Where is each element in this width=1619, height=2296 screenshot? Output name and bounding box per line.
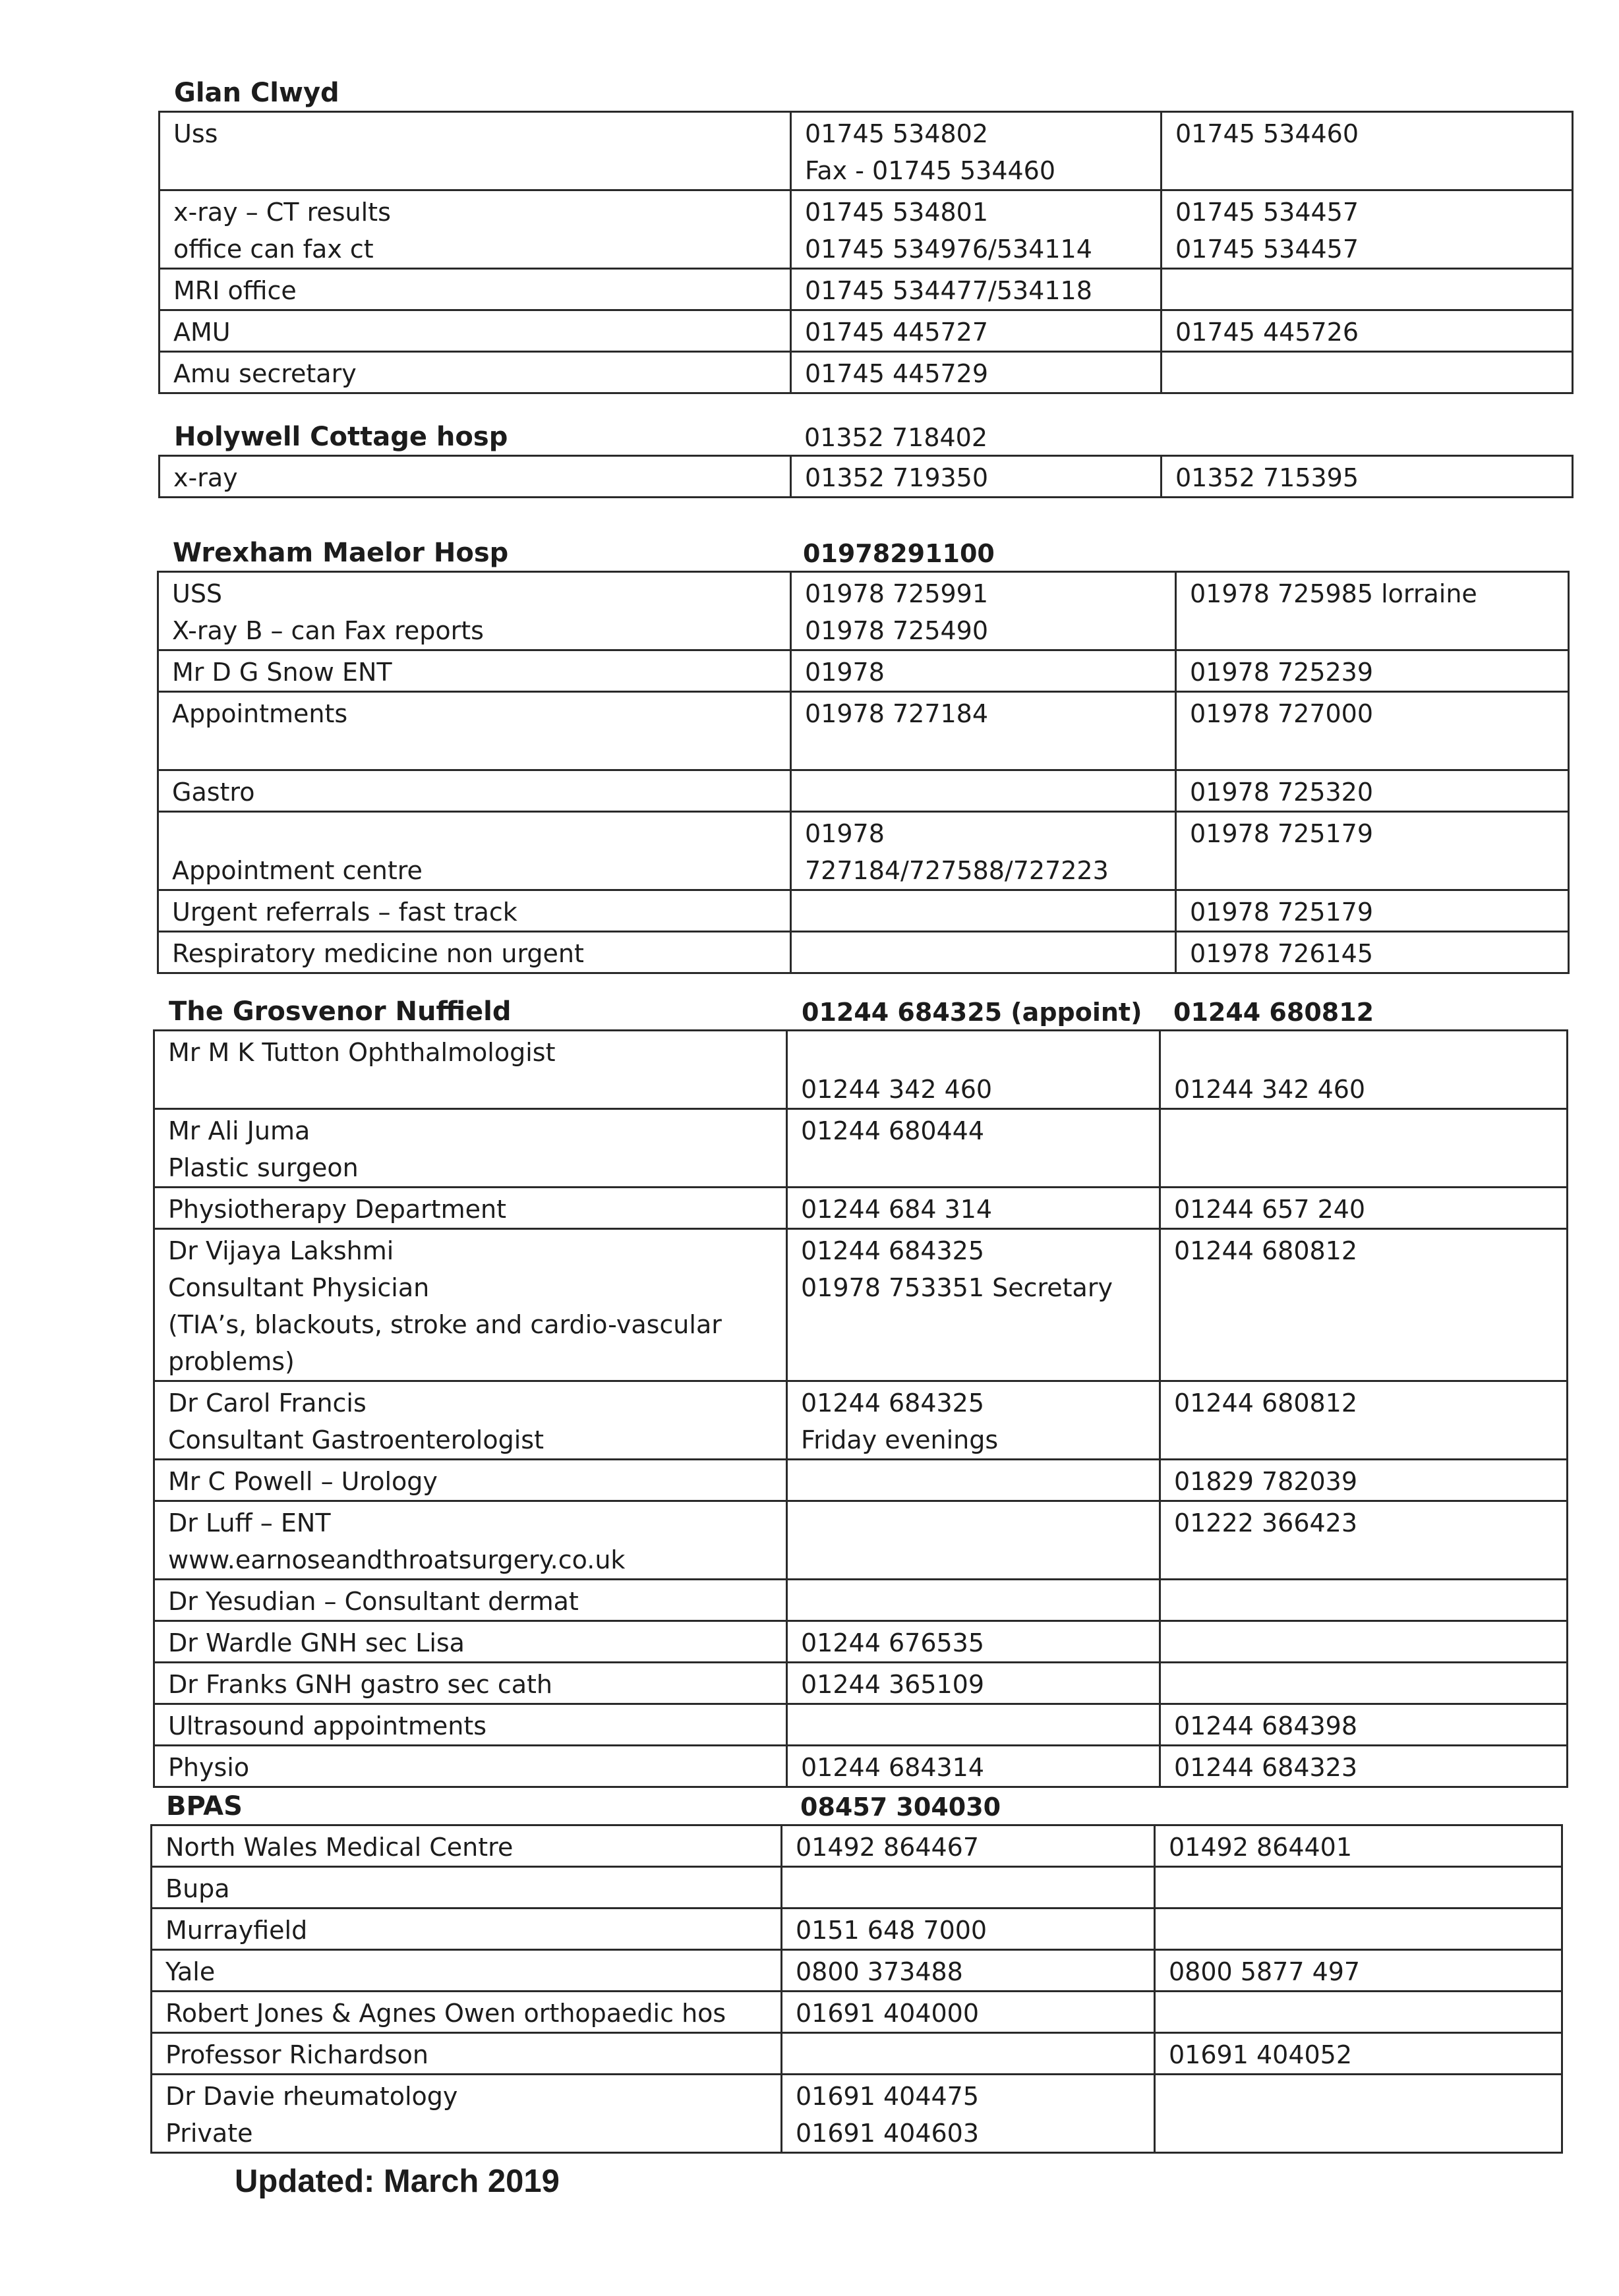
cell-line: [796, 1870, 1140, 1907]
table-row: [152, 1950, 1562, 1992]
cell-line: 01978: [805, 819, 885, 848]
fax-cell: [1162, 310, 1573, 352]
cell-line: Mr M K Tutton Ophthalmologist: [168, 1038, 556, 1067]
fax-cell: [1155, 1867, 1562, 1909]
cell-line: 01244 680812: [1174, 1389, 1358, 1418]
fax-cell: [1162, 112, 1573, 190]
section-title: Holywell Cottage hosp: [174, 422, 508, 452]
fax-cell: [1160, 1501, 1568, 1580]
fax-cell: [1162, 456, 1573, 498]
entry-name-cell: [154, 1663, 787, 1704]
cell-line: [168, 1071, 773, 1108]
cell-line: [805, 774, 1162, 811]
section-bpas: [150, 1787, 1563, 2154]
fax-cell: [1160, 1460, 1568, 1501]
entry-name-cell: [160, 190, 791, 269]
fax-cell: [1176, 932, 1569, 973]
phone-cell: [787, 1109, 1160, 1188]
phone-cell: [791, 269, 1162, 310]
cell-line: 01352 715395: [1175, 463, 1359, 492]
entry-name-cell: [154, 1031, 787, 1109]
cell-line: office can fax ct: [173, 235, 374, 264]
cell-line: Appointments: [172, 699, 348, 728]
entry-name-cell: [158, 572, 791, 650]
entry-name-cell: [152, 2033, 782, 2075]
cell-line: 01745 534801: [805, 198, 989, 227]
cell-line: MRI office: [173, 276, 297, 305]
table-row: [154, 1229, 1568, 1381]
table-row: [152, 1992, 1562, 2033]
entry-name-cell: [154, 1109, 787, 1188]
phone-cell: [791, 770, 1176, 812]
cell-line: [1169, 1870, 1548, 1907]
updated-date: Updated: March 2019: [235, 2164, 560, 2199]
cell-line: 01978 727184: [805, 699, 989, 728]
cell-line: [1169, 1995, 1548, 2032]
phone-cell: [791, 352, 1162, 393]
phone-cell: [787, 1229, 1160, 1381]
entry-name-cell: [160, 112, 791, 190]
phone-cell: [791, 456, 1162, 498]
phone-cell: [787, 1031, 1160, 1109]
cell-line: 01244 657 240: [1174, 1195, 1366, 1224]
table-row: [154, 1381, 1568, 1460]
section-title: Wrexham Maelor Hosp: [173, 538, 509, 568]
table-row: [158, 692, 1569, 770]
cell-line: [801, 1505, 1146, 1541]
cell-line: x-ray – CT results: [173, 198, 391, 227]
phone-cell: [787, 1188, 1160, 1229]
entry-name-cell: [154, 1746, 787, 1787]
cell-line: Murrayfield: [165, 1916, 308, 1945]
cell-line: Mr C Powell – Urology: [168, 1467, 438, 1496]
fax-cell: [1176, 890, 1569, 932]
table-row: [152, 1867, 1562, 1909]
cell-line: [801, 1463, 1146, 1500]
section-holywell-cottage-hosp: [158, 418, 1574, 498]
fax-cell: [1176, 770, 1569, 812]
cell-line: Dr Wardle GNH sec Lisa: [168, 1628, 465, 1657]
cell-line: 01244 342 460: [801, 1075, 993, 1104]
entry-name-cell: [160, 269, 791, 310]
phone-cell: [787, 1460, 1160, 1501]
cell-line: 01978 725490: [805, 616, 989, 645]
section-wrexham-maelor-hosp: [157, 534, 1570, 974]
table-row: [158, 770, 1569, 812]
phone-cell: [791, 812, 1176, 890]
table-row: [152, 2033, 1562, 2075]
table-row: [154, 1746, 1568, 1787]
phone-cell: [791, 692, 1176, 770]
cell-line: 01244 676535: [801, 1628, 985, 1657]
phone-cell: [787, 1621, 1160, 1663]
table-row: [154, 1704, 1568, 1746]
cell-line: 01745 534802: [805, 119, 989, 148]
fax-cell: [1160, 1109, 1568, 1188]
cell-line: 01244 684323: [1174, 1753, 1358, 1782]
fax-cell: [1155, 2033, 1562, 2075]
entry-name-cell: [154, 1229, 787, 1381]
cell-line: Physiotherapy Department: [168, 1195, 506, 1224]
cell-line: 01222 366423: [1174, 1508, 1358, 1537]
cell-line: 01691 404052: [1169, 2040, 1353, 2069]
entry-name-cell: [152, 1867, 782, 1909]
phone-cell: [782, 2033, 1155, 2075]
fax-cell: [1160, 1031, 1568, 1109]
cell-line: 01691 404475: [796, 2082, 980, 2111]
section-glan-clwyd: [158, 74, 1574, 394]
cell-line: (TIA’s, blackouts, stroke and cardio-vascular: [168, 1310, 722, 1339]
cell-line: www.earnoseandthroatsurgery.co.uk: [168, 1545, 626, 1574]
cell-line: 01745 445726: [1175, 318, 1359, 347]
fax-cell: [1176, 812, 1569, 890]
cell-line: 01978 725991: [805, 579, 989, 608]
cell-line: 01978 725179: [1190, 819, 1374, 848]
cell-line: Dr Carol Francis: [168, 1389, 367, 1418]
cell-line: 01691 404000: [796, 1999, 980, 2028]
section-header: [157, 534, 1570, 571]
cell-line: [1174, 1034, 1553, 1071]
contacts-table: [153, 1029, 1568, 1788]
table-row: [160, 352, 1573, 393]
cell-line: 01745 445727: [805, 318, 989, 347]
cell-line: Physio: [168, 1753, 250, 1782]
cell-line: Dr Yesudian – Consultant dermat: [168, 1587, 579, 1616]
fax-cell: [1176, 650, 1569, 692]
cell-line: 01745 534460: [1175, 119, 1359, 148]
entry-name-cell: [152, 1825, 782, 1867]
phone-cell: [787, 1704, 1160, 1746]
phone-cell: [782, 2075, 1155, 2153]
fax-cell: [1162, 190, 1573, 269]
cell-line: 0151 648 7000: [796, 1916, 987, 1945]
cell-line: Dr Vijaya Lakshmi: [168, 1236, 394, 1265]
contacts-table: [158, 455, 1574, 498]
fax-cell: [1155, 2075, 1562, 2153]
cell-line: 01978 725239: [1190, 658, 1374, 687]
cell-line: [1169, 2078, 1548, 2115]
entry-name-cell: [154, 1188, 787, 1229]
section-title: BPAS: [166, 1791, 243, 1822]
fax-cell: [1160, 1704, 1568, 1746]
section-main-number: 01352 718402: [804, 423, 988, 452]
cell-line: 01492 864467: [796, 1833, 980, 1862]
cell-line: 01244 684398: [1174, 1711, 1358, 1740]
table-row: [158, 650, 1569, 692]
phone-cell: [787, 1501, 1160, 1580]
section-main-number: 08457 304030: [800, 1793, 1001, 1822]
table-row: [158, 572, 1569, 650]
entry-name-cell: [154, 1704, 787, 1746]
entry-name-cell: [158, 650, 791, 692]
entry-name-cell: [152, 2075, 782, 2153]
entry-name-cell: [152, 1992, 782, 2033]
table-row: [154, 1031, 1568, 1109]
phone-cell: [782, 1909, 1155, 1950]
cell-line: 01745 534457: [1175, 198, 1359, 227]
fax-cell: [1155, 1825, 1562, 1867]
phone-cell: [782, 1992, 1155, 2033]
cell-line: Dr Franks GNH gastro sec cath: [168, 1670, 552, 1699]
phone-cell: [787, 1381, 1160, 1460]
cell-line: x-ray: [173, 463, 238, 492]
fax-cell: [1176, 692, 1569, 770]
table-row: [154, 1501, 1568, 1580]
entry-name-cell: [154, 1580, 787, 1621]
cell-line: 01978 725320: [1190, 778, 1374, 807]
fax-cell: [1160, 1746, 1568, 1787]
cell-line: Mr D G Snow ENT: [172, 658, 392, 687]
phone-cell: [791, 190, 1162, 269]
table-row: [154, 1460, 1568, 1501]
section-title: Glan Clwyd: [174, 78, 339, 108]
cell-line: 01244 684 314: [801, 1195, 993, 1224]
cell-line: 01978 727000: [1190, 699, 1374, 728]
table-row: [154, 1621, 1568, 1663]
table-row: [152, 2075, 1562, 2153]
cell-line: [805, 894, 1162, 931]
cell-line: Consultant Gastroenterologist: [168, 1425, 544, 1454]
cell-line: 01244 684325: [801, 1389, 985, 1418]
cell-line: 01829 782039: [1174, 1467, 1358, 1496]
table-row: [160, 310, 1573, 352]
entry-name-cell: [152, 1909, 782, 1950]
table-row: [152, 1825, 1562, 1867]
cell-line: [805, 935, 1162, 972]
cell-line: [801, 1583, 1146, 1620]
fax-cell: [1162, 269, 1573, 310]
phone-cell: [791, 572, 1176, 650]
cell-line: [1175, 355, 1558, 392]
cell-line: 01745 534976/534114: [805, 235, 1092, 264]
entry-name-cell: [158, 890, 791, 932]
phone-cell: [791, 890, 1176, 932]
entry-name-cell: [154, 1381, 787, 1460]
table-row: [154, 1663, 1568, 1704]
cell-line: Ultrasound appointments: [168, 1711, 487, 1740]
cell-line: 01352 719350: [805, 463, 989, 492]
entry-name-cell: [152, 1950, 782, 1992]
table-row: [154, 1109, 1568, 1188]
cell-line: 01492 864401: [1169, 1833, 1353, 1862]
cell-line: AMU: [173, 318, 231, 347]
fax-cell: [1155, 1909, 1562, 1950]
cell-line: [172, 815, 777, 852]
cell-line: [1169, 1912, 1548, 1949]
table-row: [154, 1580, 1568, 1621]
contacts-table: [150, 1824, 1563, 2154]
table-row: [158, 932, 1569, 973]
cell-line: Gastro: [172, 778, 255, 807]
cell-line: Respiratory medicine non urgent: [172, 939, 584, 968]
contacts-table: [157, 571, 1570, 974]
cell-line: 01978 725179: [1190, 898, 1374, 927]
section-header: [150, 1787, 1563, 1824]
contacts-table: [158, 111, 1574, 394]
cell-line: 01244 680812: [1174, 1236, 1358, 1265]
phone-cell: [787, 1663, 1160, 1704]
table-row: [154, 1188, 1568, 1229]
fax-cell: [1160, 1621, 1568, 1663]
entry-name-cell: [160, 310, 791, 352]
section-the-grosvenor-nuffield: [153, 992, 1568, 1788]
phone-cell: [782, 1950, 1155, 1992]
section-main-number: 01244 684325 (appoint): [802, 998, 1142, 1027]
cell-line: [1174, 1666, 1553, 1703]
cell-line: Friday evenings: [801, 1425, 999, 1454]
section-extra-number: 01244 680812: [1173, 998, 1374, 1027]
cell-line: 0800 373488: [796, 1957, 963, 1986]
cell-line: [1174, 1583, 1553, 1620]
cell-line: Professor Richardson: [165, 2040, 429, 2069]
entry-name-cell: [158, 692, 791, 770]
cell-line: [801, 1708, 1146, 1744]
cell-line: 01745 534477/534118: [805, 276, 1092, 305]
cell-line: USS: [172, 579, 223, 608]
cell-line: Appointment centre: [172, 856, 423, 885]
cell-line: 01244 365109: [801, 1670, 985, 1699]
fax-cell: [1160, 1580, 1568, 1621]
table-row: [160, 190, 1573, 269]
cell-line: Plastic surgeon: [168, 1153, 359, 1182]
cell-line: 01978 725985 lorraine: [1190, 579, 1477, 608]
cell-line: [796, 2036, 1140, 2073]
cell-line: [801, 1034, 1146, 1071]
cell-line: 01244 684325: [801, 1236, 985, 1265]
cell-line: Yale: [165, 1957, 216, 1986]
fax-cell: [1155, 1950, 1562, 1992]
section-main-number: 01978291100: [803, 539, 995, 568]
cell-line: Dr Luff – ENT: [168, 1508, 331, 1537]
phone-cell: [791, 310, 1162, 352]
cell-line: 01691 404603: [796, 2119, 980, 2148]
cell-line: 01978: [805, 658, 885, 687]
phone-cell: [787, 1580, 1160, 1621]
table-row: [160, 456, 1573, 498]
cell-line: North Wales Medical Centre: [165, 1833, 514, 1862]
fax-cell: [1160, 1229, 1568, 1381]
cell-line: 0800 5877 497: [1169, 1957, 1361, 1986]
phone-cell: [791, 650, 1176, 692]
entry-name-cell: [160, 352, 791, 393]
fax-cell: [1162, 352, 1573, 393]
fax-cell: [1160, 1663, 1568, 1704]
cell-line: 01244 684314: [801, 1753, 985, 1782]
fax-cell: [1160, 1188, 1568, 1229]
phone-cell: [791, 932, 1176, 973]
cell-line: 01978 726145: [1190, 939, 1374, 968]
entry-name-cell: [154, 1460, 787, 1501]
section-header: [153, 992, 1568, 1029]
cell-line: Private: [165, 2119, 253, 2148]
cell-line: Amu secretary: [173, 359, 357, 388]
cell-line: 01745 534457: [1175, 235, 1359, 264]
cell-line: Urgent referrals – fast track: [172, 898, 517, 927]
fax-cell: [1160, 1381, 1568, 1460]
section-header: [158, 418, 1574, 455]
entry-name-cell: [154, 1501, 787, 1580]
cell-line: X-ray B – can Fax reports: [172, 616, 484, 645]
cell-line: 727184/727588/727223: [805, 856, 1109, 885]
cell-line: 01745 445729: [805, 359, 989, 388]
cell-line: 01978 753351 Secretary: [801, 1273, 1113, 1302]
cell-line: [1174, 1112, 1553, 1149]
table-row: [160, 112, 1573, 190]
entry-name-cell: [158, 932, 791, 973]
cell-line: Bupa: [165, 1874, 230, 1903]
entry-name-cell: [158, 812, 791, 890]
section-title: The Grosvenor Nuffield: [169, 996, 512, 1027]
cell-line: problems): [168, 1347, 295, 1376]
phone-cell: [782, 1867, 1155, 1909]
phone-cell: [782, 1825, 1155, 1867]
table-row: [158, 812, 1569, 890]
cell-line: Robert Jones & Agnes Owen orthopaedic hos: [165, 1999, 726, 2028]
cell-line: 01244 680444: [801, 1116, 985, 1145]
table-row: [160, 269, 1573, 310]
phone-cell: [787, 1746, 1160, 1787]
table-row: [152, 1909, 1562, 1950]
cell-line: Consultant Physician: [168, 1273, 430, 1302]
cell-line: [1175, 272, 1558, 309]
table-row: [158, 890, 1569, 932]
entry-name-cell: [160, 456, 791, 498]
fax-cell: [1155, 1992, 1562, 2033]
entry-name-cell: [158, 770, 791, 812]
entry-name-cell: [154, 1621, 787, 1663]
cell-line: 01244 342 460: [1174, 1075, 1366, 1104]
cell-line: Fax - 01745 534460: [805, 156, 1056, 185]
cell-line: Uss: [173, 119, 218, 148]
cell-line: Dr Davie rheumatology: [165, 2082, 458, 2111]
section-header: [158, 74, 1574, 111]
phone-cell: [791, 112, 1162, 190]
cell-line: Mr Ali Juma: [168, 1116, 310, 1145]
cell-line: [1174, 1624, 1553, 1661]
fax-cell: [1176, 572, 1569, 650]
